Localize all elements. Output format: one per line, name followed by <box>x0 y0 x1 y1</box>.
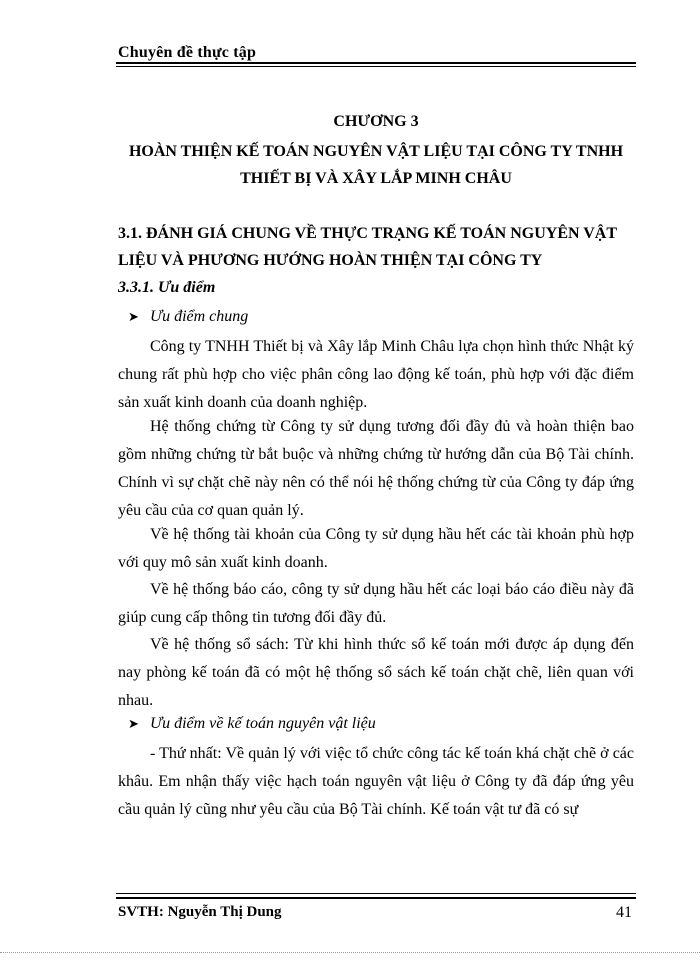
footer-student-name: SVTH: Nguyễn Thị Dung <box>118 904 282 920</box>
paragraph: Công ty TNHH Thiết bị và Xây lắp Minh Châu lựa chọn hình thức Nhật ký chung rất phù hợp cho việc phân công lao động kế toán, phù hợp với đặc điểm sản xuất kinh doanh của doanh nghiệp. <box>118 338 634 411</box>
subsection-heading: 3.3.1. Ưu điểm <box>118 279 216 296</box>
footer-rule-thin <box>116 893 636 894</box>
page-header-title: Chuyên đề thực tập <box>118 44 257 61</box>
paragraph: - Thứ nhất: Về quản lý với việc tổ chức công tác kế toán khá chặt chẽ ở các khâu. Em nhận thấy việc hạch toán nguyên vật liệu ở Công ty đã đáp ứng yêu cầu quản lý cũng như yêu cầu của Bộ Tài chính. Kế toán vật tư đã có sự <box>118 745 634 818</box>
bullet-label: Ưu điểm chung <box>150 308 249 325</box>
section-heading-line2: LIỆU VÀ PHƯƠNG HƯỚNG HOÀN THIỆN TẠI CÔNG TY <box>118 252 543 269</box>
header-rule-thin <box>116 66 636 67</box>
page-edge-divider <box>0 952 700 953</box>
footer-rule-thick <box>116 897 636 899</box>
paragraph: Về hệ thống báo cáo, công ty sử dụng hầu hết các loại báo cáo điều này đã giúp cung cấp thông tin tương đối đầy đủ. <box>118 581 634 626</box>
paragraph: Về hệ thống tài khoản của Công ty sử dụng hầu hết các tài khoản phù hợp với quy mô sản xuất kinh doanh. <box>118 526 634 571</box>
bullet-label: Ưu điểm về kế toán nguyên vật liệu <box>150 715 376 732</box>
chapter-title-line2: THIẾT BỊ VÀ XÂY LẮP MINH CHÂU <box>240 170 512 187</box>
arrow-bullet-icon: ➤ <box>128 716 139 731</box>
bullet-item <box>128 308 248 326</box>
page-number: 41 <box>616 904 632 921</box>
arrow-bullet-icon: ➤ <box>128 309 139 324</box>
chapter-title-line1: HOÀN THIỆN KẾ TOÁN NGUYÊN VẬT LIỆU TẠI CÔNG TY TNHH <box>128 143 624 160</box>
section-heading-line1: 3.1. ĐÁNH GIÁ CHUNG VỀ THỰC TRẠNG KẾ TOÁN NGUYÊN VẬT <box>118 225 618 242</box>
paragraph: Hệ thống chứng từ Công ty sử dụng tương đối đầy đủ và hoàn thiện bao gồm những chứng từ bắt buộc và những chứng từ hướng dẫn của Bộ Tài chính. Chính vì sự chặt chẽ này nên có thể nói hệ thống chứng từ của Công ty đáp ứng yêu cầu của cơ quan quản lý. <box>118 418 634 519</box>
bullet-item <box>128 715 376 733</box>
chapter-number: CHƯƠNG 3 <box>333 113 419 130</box>
header-rule-thick <box>116 62 636 64</box>
paragraph: Về hệ thống sổ sách: Từ khi hình thức sổ kế toán mới được áp dụng đến nay phòng kế toán đã có một hệ thống sổ sách kế toán chặt chẽ, liên quan với nhau. <box>118 636 634 709</box>
